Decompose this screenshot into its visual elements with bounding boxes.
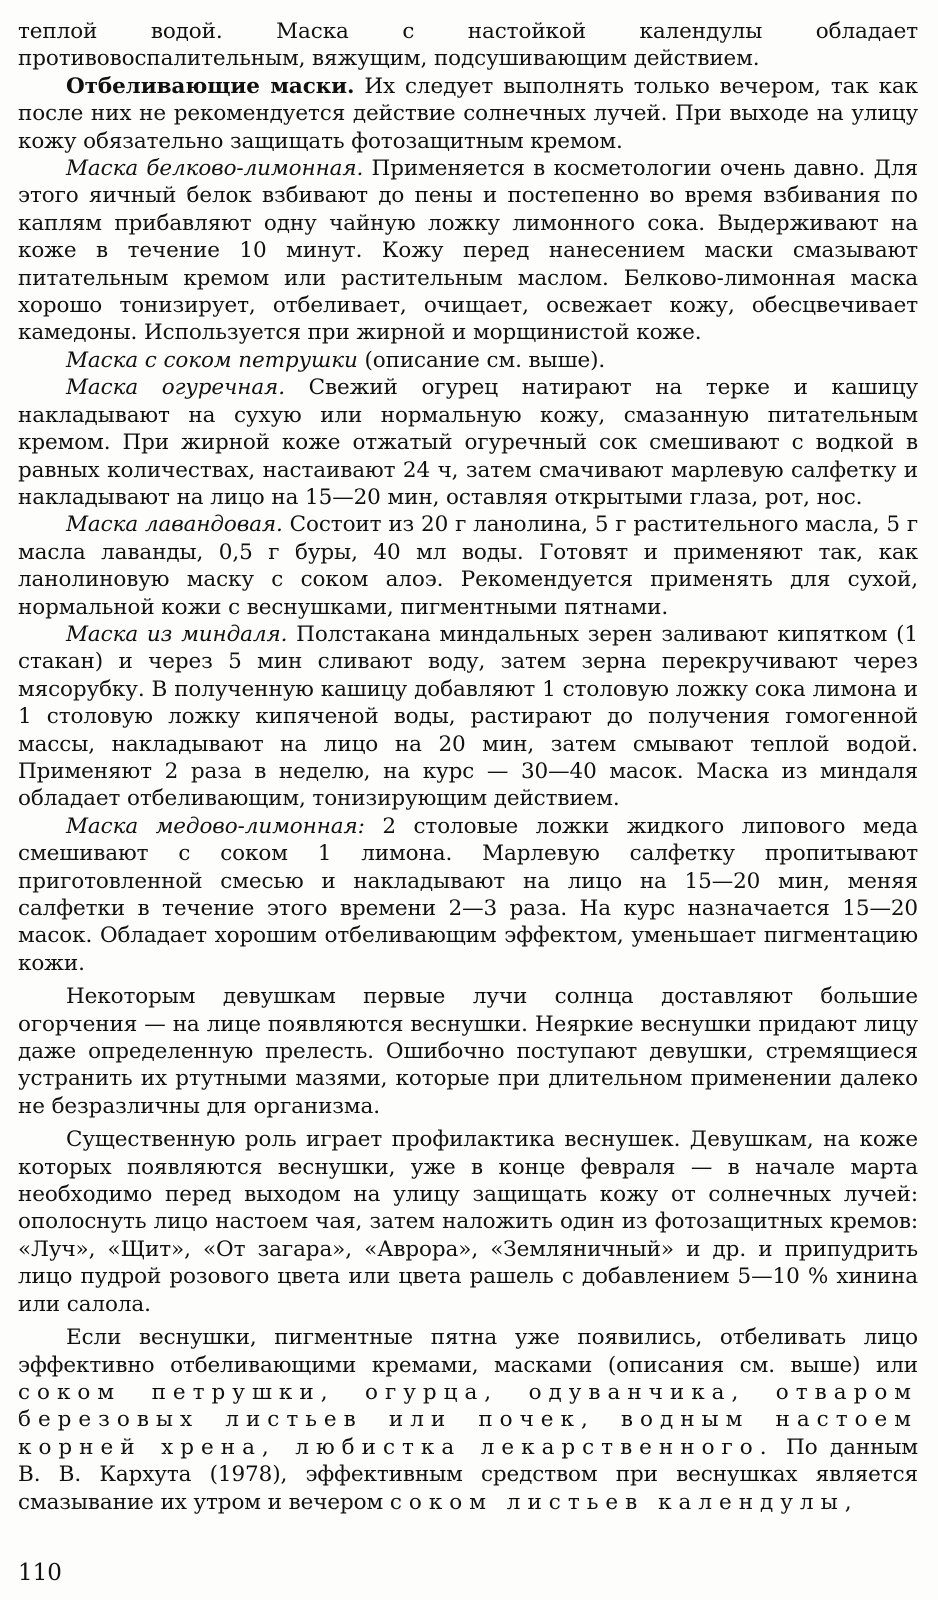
text-segment: (описание см. выше).: [357, 347, 606, 373]
paragraph: [18, 155, 918, 347]
paragraph: [18, 347, 918, 374]
italic-heading: Маска медово-лимонная:: [66, 813, 365, 839]
paragraph: [18, 73, 918, 155]
paragraph: [18, 621, 918, 813]
spaced-text: соком петрушки, огурца, одуванчика, отваром березовых листьев или почек, водным настоем корней хрена, любистка лекарственного.: [18, 1379, 918, 1460]
paragraph: [18, 18, 918, 73]
text-segment: Полстакана миндальных зерен заливают кипятком (1 стакан) и через 5 мин сливают воду, затем зерна перекручивают через мясорубку. В полученную кашицу добавляют 1 столовую ложку сока лимона и 1 столовую ложку кипяченой воды, растирают до получения гомогенной массы, накладывают на лицо на 20 мин, затем смывают теплой водой. Применяют 2 раза в неделю, на курс — 30—40 масок. Маска из миндаля обладает отбеливающим, тонизирующим действием.: [18, 621, 918, 812]
bold-heading: Отбеливающие маски.: [66, 73, 355, 99]
italic-heading: Маска лавандовая.: [66, 512, 283, 538]
spaced-text: соком листьев календулы,: [389, 1489, 859, 1515]
paragraph: [18, 511, 918, 621]
text-segment: Состоит из 20 г ланолина, 5 г растительного масла, 5 г масла лаванды, 0,5 г буры, 40 мл воды. Готовят и применяют так, как ланолиновую маску с соком алоэ. Рекомендуется применять для сухой, нормальной кожи с веснушками, пигментными пятнами.: [18, 512, 918, 620]
text-segment: Применяется в косметологии очень давно. Для этого яичный белок взбивают до пены и постепенно во время взбивания по каплям прибавляют одну чайную ложку лимонного сока. Выдерживают на коже в течение 10 минут. Кожу перед нанесением маски смазывают питательным кремом или растительным маслом. Белково-лимонная маска хорошо тонизирует, отбеливает, очищает, освежает кожу, обесцвечивает камедоны. Используется при жирной и морщинистой коже.: [18, 156, 918, 346]
paragraph: [18, 1324, 918, 1516]
text-segment: Если веснушки, пигментные пятна уже появились, отбеливать лицо эффективно отбеливающими кремами, масками (описания см. выше) или: [18, 1325, 918, 1378]
text-segment: Некоторым девушкам первые лучи солнца доставляют большие огорчения — на лице появляются веснушки. Неяркие веснушки придают лицу даже определенную прелесть. Ошибочно поступают девушки, стремящиеся устранить их ртутными мазями, которые при длительном применении далеко не безразличны для организма.: [18, 984, 918, 1119]
text-segment: Свежий огурец натирают на терке и кашицу накладывают на сухую или нормальную кожу, смазанную питательным кремом. При жирной коже отжатый огуречный сок смешивают с водкой в равных количествах, настаивают 24 ч, затем смачивают марлевую салфетку и накладывают на лицо на 15—20 мин, оставляя открытыми глаза, рот, нос.: [18, 375, 918, 510]
paragraph: [18, 813, 918, 977]
text-segment: Существенную роль играет профилактика веснушек. Девушкам, на коже которых появляются веснушки, уже в конце февраля — в начале марта необходимо перед выходом на улицу защищать кожу от солнечных лучей: ополоснуть лицо настоем чая, затем наложить один из фотозащитных кремов: «Луч», «Щит», «От загара», «Аврора», «Земляничный» и др. и припудрить лицо пудрой розового цвета или цвета рашель с добавлением 5—10 % хинина или салола.: [18, 1127, 918, 1317]
paragraph: [18, 374, 918, 511]
text-segment: По данным В. В. Кархута (1978), эффективным средством при веснушках является смазывание их утром и вечером: [18, 1434, 918, 1515]
italic-heading: Маска огуречная.: [66, 375, 285, 401]
page-number: 110: [18, 1560, 62, 1586]
text-segment: теплой водой. Маска с настойкой календулы обладает противовоспалительным, вяжущим, подсушивающим действием.: [18, 19, 918, 72]
text-segment: 2 столовые ложки жидкого липового меда смешивают с соком 1 лимона. Марлевую салфетку пропитывают приготовленной смесью и накладывают на лицо на 15—20 мин, меняя салфетки в течение этого времени 2—3 раза. На курс назначается 15—20 масок. Обладает хорошим отбеливающим эффектом, уменьшает пигментацию кожи.: [18, 813, 919, 976]
italic-heading: Маска белково-лимонная.: [66, 156, 364, 182]
italic-heading: Маска из миндаля.: [66, 621, 288, 647]
text-segment: Их следует выполнять только вечером, так как после них не рекомендуется действие солнечных лучей. При выходе на улицу кожу обязательно защищать фотозащитным кремом.: [18, 73, 918, 154]
paragraph: [18, 983, 918, 1120]
body-text: [18, 18, 918, 1516]
paragraph: [18, 1126, 918, 1318]
italic-heading: Маска с соком петрушки: [66, 347, 358, 373]
